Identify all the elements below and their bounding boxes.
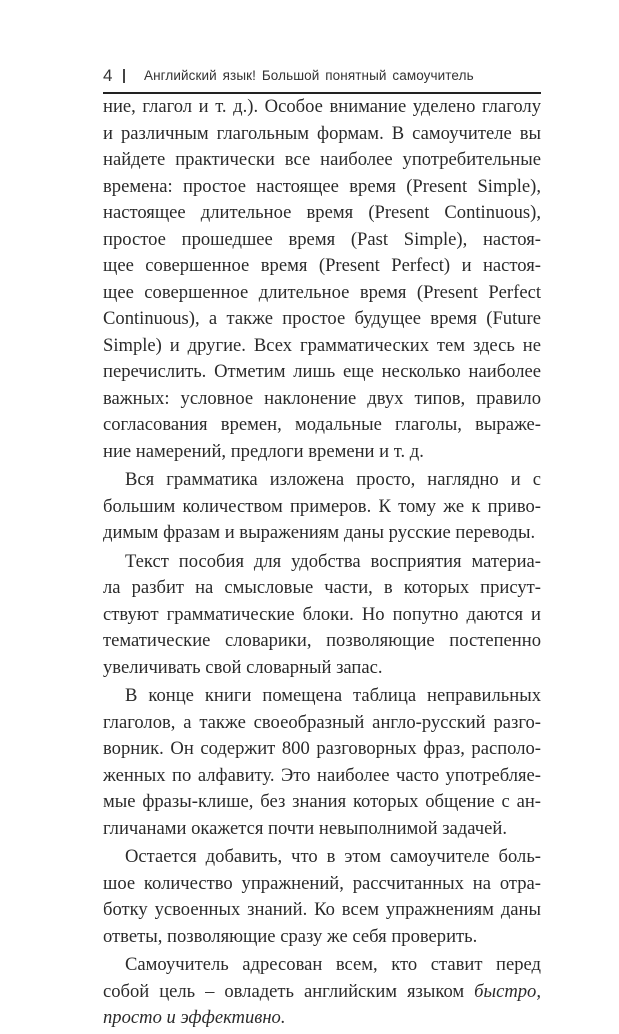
text-segment: щее совершенное время (Present Perfect) и настоя- xyxy=(103,255,541,276)
text-segment: Continuous), а также простое будущее время (Future xyxy=(103,308,541,329)
paragraph xyxy=(103,952,541,1032)
text-line xyxy=(103,174,541,201)
text-segment: большим количеством примеров. К тому же к приво- xyxy=(103,495,541,517)
text-segment: ответы, позволяющие сразу же себя проверить. xyxy=(103,925,478,947)
text-line xyxy=(103,979,541,1006)
text-segment: ствуют грамматические блоки. Но попутно даются и xyxy=(103,603,541,625)
text-line xyxy=(103,816,541,843)
text-line xyxy=(103,1005,541,1032)
text-segment: Остается добавить, что в этом самоучителе боль- xyxy=(125,846,541,867)
text-line xyxy=(103,844,541,871)
text-segment: времена: простое настоящее время (Present Simple), xyxy=(103,175,541,197)
text-segment: щее совершенное длительное время (Present Perfect xyxy=(103,281,541,303)
paragraph xyxy=(103,549,541,682)
text-segment: ботку усвоенных знаний. Ко всем упражнениям даны xyxy=(103,899,541,920)
text-line xyxy=(103,628,541,655)
italic-text: быстро, xyxy=(474,980,541,1002)
text-line xyxy=(103,710,541,737)
paragraph xyxy=(103,683,541,842)
italic-text: просто и эффективно. xyxy=(103,1007,286,1028)
text-segment: ворник. Он содержит 800 разговорных фраз, располо- xyxy=(103,738,541,759)
header-separator xyxy=(123,69,125,83)
text-line xyxy=(103,494,541,521)
text-segment: собой цель – овладеть английским языком xyxy=(103,980,475,1002)
text-segment: димым фразам и выражениям даны русские переводы. xyxy=(103,522,536,543)
text-line xyxy=(103,789,541,816)
text-line xyxy=(103,871,541,898)
text-segment: увеличивать свой словарный запас. xyxy=(103,656,383,678)
text-line xyxy=(103,467,541,494)
text-line xyxy=(103,575,541,602)
page-number: 4 xyxy=(103,66,113,85)
running-header xyxy=(103,66,541,90)
text-segment: шое количество упражнений, рассчитанных на отра- xyxy=(103,872,541,894)
text-line xyxy=(103,655,541,682)
paragraph xyxy=(103,844,541,950)
text-line xyxy=(103,952,541,979)
text-line xyxy=(103,763,541,790)
text-line xyxy=(103,520,541,547)
text-line xyxy=(103,683,541,710)
text-line xyxy=(103,227,541,254)
text-line xyxy=(103,253,541,280)
text-line xyxy=(103,147,541,174)
text-segment: и различным глагольным формам. В самоучителе вы xyxy=(103,122,541,144)
text-segment: В конце книги помещена таблица неправильных xyxy=(125,685,541,706)
text-line xyxy=(103,439,541,466)
text-line xyxy=(103,897,541,924)
text-segment: важных: условное наклонение двух типов, правило xyxy=(103,387,541,409)
text-line xyxy=(103,333,541,360)
text-segment: ние, глагол и т. д.). Особое внимание уделено глаголу xyxy=(103,96,541,117)
text-line xyxy=(103,412,541,439)
text-line xyxy=(103,121,541,148)
text-line xyxy=(103,200,541,227)
text-segment: Самоучитель адресован всем, кто ставит перед xyxy=(125,954,541,975)
paragraph xyxy=(103,94,541,465)
text-segment: Вся грамматика изложена просто, наглядно и с xyxy=(125,469,541,490)
text-segment: гличанами окажется почти невыполнимой задачей. xyxy=(103,817,507,839)
text-segment: глаголов, а также своеобразный англо-русский разго- xyxy=(103,711,541,733)
text-line xyxy=(103,736,541,763)
text-line xyxy=(103,602,541,629)
text-line xyxy=(103,359,541,386)
text-segment: мые фразы-клише, без знания которых общение с ан- xyxy=(103,791,541,812)
text-segment: перечислить. Отметим лишь еще несколько наиболее xyxy=(103,361,541,382)
text-segment: простое прошедшее время (Past Simple), настоя- xyxy=(103,228,541,250)
text-segment: найдете практически все наиболее употребительные xyxy=(103,149,541,170)
page-body xyxy=(103,94,541,1034)
text-segment: женных по алфавиту. Это наиболее часто употребляе- xyxy=(103,764,541,786)
book-title: Английский язык! Большой понятный самоучитель xyxy=(144,68,474,83)
text-line xyxy=(103,94,541,121)
text-line xyxy=(103,386,541,413)
paragraph xyxy=(103,467,541,547)
text-line xyxy=(103,280,541,307)
text-segment: тематические словарики, позволяющие постепенно xyxy=(103,630,541,651)
text-segment: Текст пособия для удобства восприятия материа- xyxy=(125,550,541,572)
text-line xyxy=(103,306,541,333)
text-segment: ние намерений, предлоги времени и т. д. xyxy=(103,440,424,462)
text-line xyxy=(103,924,541,951)
text-segment: настоящее длительное время (Present Continuous), xyxy=(103,202,541,223)
text-segment: Simple) и другие. Всех грамматических тем здесь не xyxy=(103,334,541,356)
text-segment: согласования времен, модальные глаголы, выраже- xyxy=(103,414,541,435)
text-line xyxy=(103,549,541,576)
text-segment: ла разбит на смысловые части, в которых присут- xyxy=(103,577,541,598)
